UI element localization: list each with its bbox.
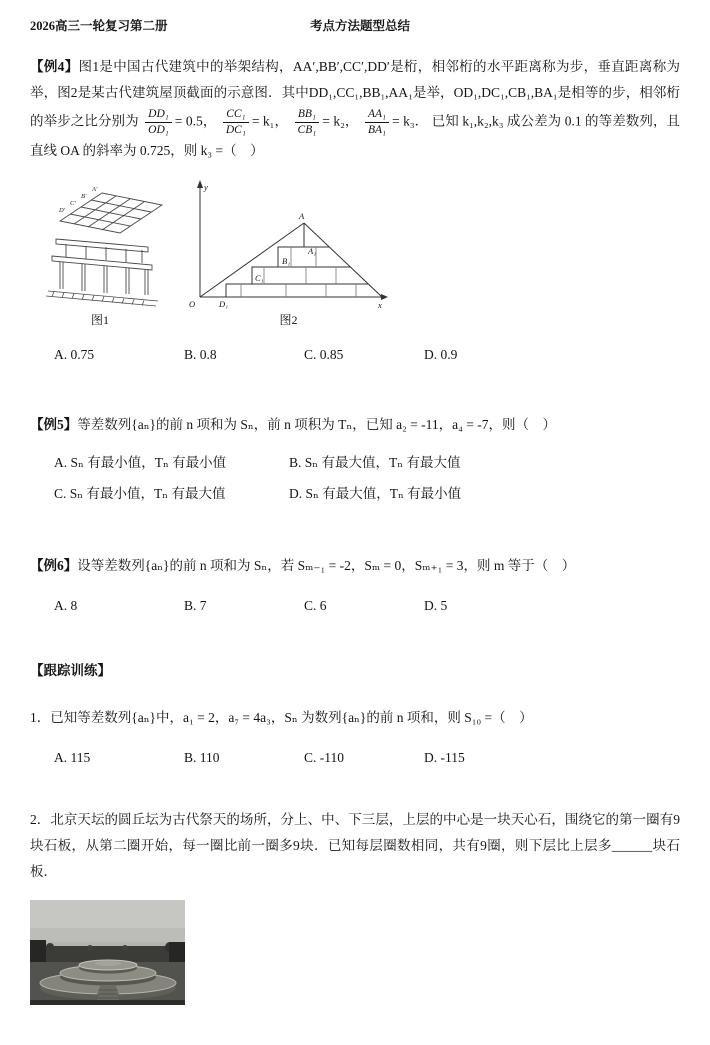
fraction1-equals: = 0.5， (174, 113, 217, 129)
figure1-caption: 图1 (90, 313, 109, 328)
example4-text-part1: 图1是中国古代建筑中的举架结构，AA′,BB′,CC′,DD′是桁，相邻桁的水平距离称为步，垂直距离称为举，图2是某古代建筑屋顶截面的示意图．其中DD₁,CC₁,BB₁,AA₁是举，OD₁,DC₁,CB₁,BA₁是相等的步，相邻桁的举步之比分别为 (30, 59, 681, 129)
example5-section (30, 412, 680, 505)
fig1-label-a-prime: A′ (92, 186, 98, 194)
figure1 (30, 181, 170, 328)
fig2-label-y-axis: y (204, 182, 208, 193)
fraction-numerator: CC₁ (223, 107, 249, 123)
example6-text: 设等差数列{aₙ}的前 n 项和为 Sₙ，若 Sₘ₋₁ = -2，Sₘ = 0，Sₘ₊₁ = 3，则 m 等于（ ） (77, 557, 576, 573)
tracking-question2-text: 2．北京天坛的圆丘坛为古代祭天的场所，分上、中、下三层，上层的中心是一块天心石，围绕它的第一圈有9块石板，从第二圈开始，每一圈比前一圈多9块．已知每层圈数相同，共有9圈，则下层比上层多______块石板． (30, 811, 680, 880)
fig2-label-d1: D₁ (219, 299, 229, 310)
fraction3-equals: = k₂， (322, 113, 359, 129)
x-axis-arrow (381, 294, 388, 300)
fraction-numerator: BB₁ (295, 107, 320, 123)
fraction-numerator: DD₁ (145, 107, 172, 123)
example5-option-c: C. Sₙ 有最小值，Tₙ 有最大值 (54, 486, 226, 502)
figure2 (186, 177, 391, 328)
example6-options (30, 595, 680, 617)
example6-option-d: D. 5 (424, 598, 448, 614)
header-center-title: 考点方法题型总结 (310, 19, 411, 33)
fig1-label-b-prime: B′ (81, 193, 87, 201)
fig2-label-a1: A₁ (308, 246, 317, 257)
example4-option-a: A. 0.75 (54, 347, 95, 363)
temple-photo-container (30, 900, 680, 1005)
fraction-denominator: CB₁ (297, 123, 317, 136)
example4-option-d: D. 0.9 (424, 347, 458, 363)
example6-section (30, 553, 680, 617)
example5-options (30, 452, 680, 505)
example6-label: 【例6】 (30, 557, 78, 573)
tracking-practice-title: 【跟踪训练】 (30, 662, 111, 678)
fig2-label-apex-a: A (299, 211, 305, 222)
example5-problem-text (30, 412, 680, 438)
fraction2-equals: = k₁， (251, 113, 289, 129)
photo-foreground (30, 1000, 185, 1005)
fraction-aa1-ba1 (365, 107, 389, 138)
fig2-label-x-axis: x (378, 300, 382, 310)
example4-figures (30, 177, 680, 328)
example6-option-c: C. 6 (304, 598, 327, 614)
example5-text: 等差数列{aₙ}的前 n 项和为 Sₙ，前 n 项积为 Tₙ，已知 a₂ = -11，a₄ = -7，则（ ） (77, 416, 556, 432)
example4-options (30, 344, 680, 366)
example6-option-b: B. 7 (184, 598, 207, 614)
fraction4-equals: = k₃． (392, 113, 429, 129)
fraction-dd1-od1 (145, 107, 172, 138)
y-axis-arrow (197, 180, 203, 188)
fraction-denominator: BA₁ (367, 123, 386, 136)
example5-option-d: D. Sₙ 有最大值，Tₙ 有最小值 (289, 486, 462, 502)
support-posts (241, 247, 356, 297)
figure2-caption: 图2 (279, 313, 298, 328)
fraction-denominator: DC₁ (225, 123, 246, 136)
example4-problem-text (30, 54, 680, 164)
fraction-bb1-cb1 (295, 107, 320, 138)
example4-section (30, 54, 680, 366)
example4-text-part2: 已知 k₁,k₂,k₃ 成公差为 0.1 的等差数列，且直线 OA 的斜率为 0.725，则 k₃ =（ ） (30, 113, 681, 158)
fig2-label-c1: C₁ (255, 273, 264, 284)
example5-option-b: B. Sₙ 有最大值，Tₙ 有最大值 (289, 454, 461, 470)
base-platform (46, 291, 158, 306)
beams-and-columns (52, 239, 152, 295)
figure2-labels (189, 182, 382, 309)
q1-option-c: C. -110 (304, 750, 344, 766)
figure1-frame-drawing (30, 181, 170, 309)
tracking-question1-options (30, 747, 680, 769)
fig1-label-c-prime: C′ (70, 200, 76, 208)
example4-option-b: B. 0.8 (184, 347, 217, 363)
fraction-cc1-dc1 (223, 107, 249, 138)
example5-label: 【例5】 (30, 416, 78, 432)
example4-label: 【例4】 (30, 59, 79, 74)
axes (200, 185, 383, 297)
fig2-label-b1: B₁ (282, 256, 291, 267)
q1-option-b: B. 110 (184, 750, 220, 766)
tracking-practice-section (30, 659, 680, 1005)
header-left-title: 2026高三一轮复习第二册 (30, 19, 168, 33)
example6-problem-text (30, 553, 680, 579)
fraction-denominator: OD₁ (148, 123, 169, 136)
fig2-label-origin: O (189, 299, 196, 310)
example5-option-a: A. Sₙ 有最小值，Tₙ 有最小值 (54, 454, 227, 470)
page-header (30, 16, 680, 34)
q1-option-a: A. 115 (54, 750, 91, 766)
roof-lattice (60, 193, 162, 233)
figure2-roof-section-diagram (186, 177, 391, 309)
example6-option-a: A. 8 (54, 598, 78, 614)
q1-option-d: D. -115 (424, 750, 465, 766)
fig1-label-d-prime: D′ (59, 207, 66, 215)
fraction-numerator: AA₁ (365, 107, 389, 123)
temple-of-heaven-photo (30, 900, 185, 1005)
example4-option-c: C. 0.85 (304, 347, 344, 363)
tracking-question1-text: 1．已知等差数列{aₙ}中，a₁ = 2，a₇ = 4a₃，Sₙ 为数列{aₙ}的前 n 项和，则 S₁₀ =（ ） (30, 709, 533, 725)
